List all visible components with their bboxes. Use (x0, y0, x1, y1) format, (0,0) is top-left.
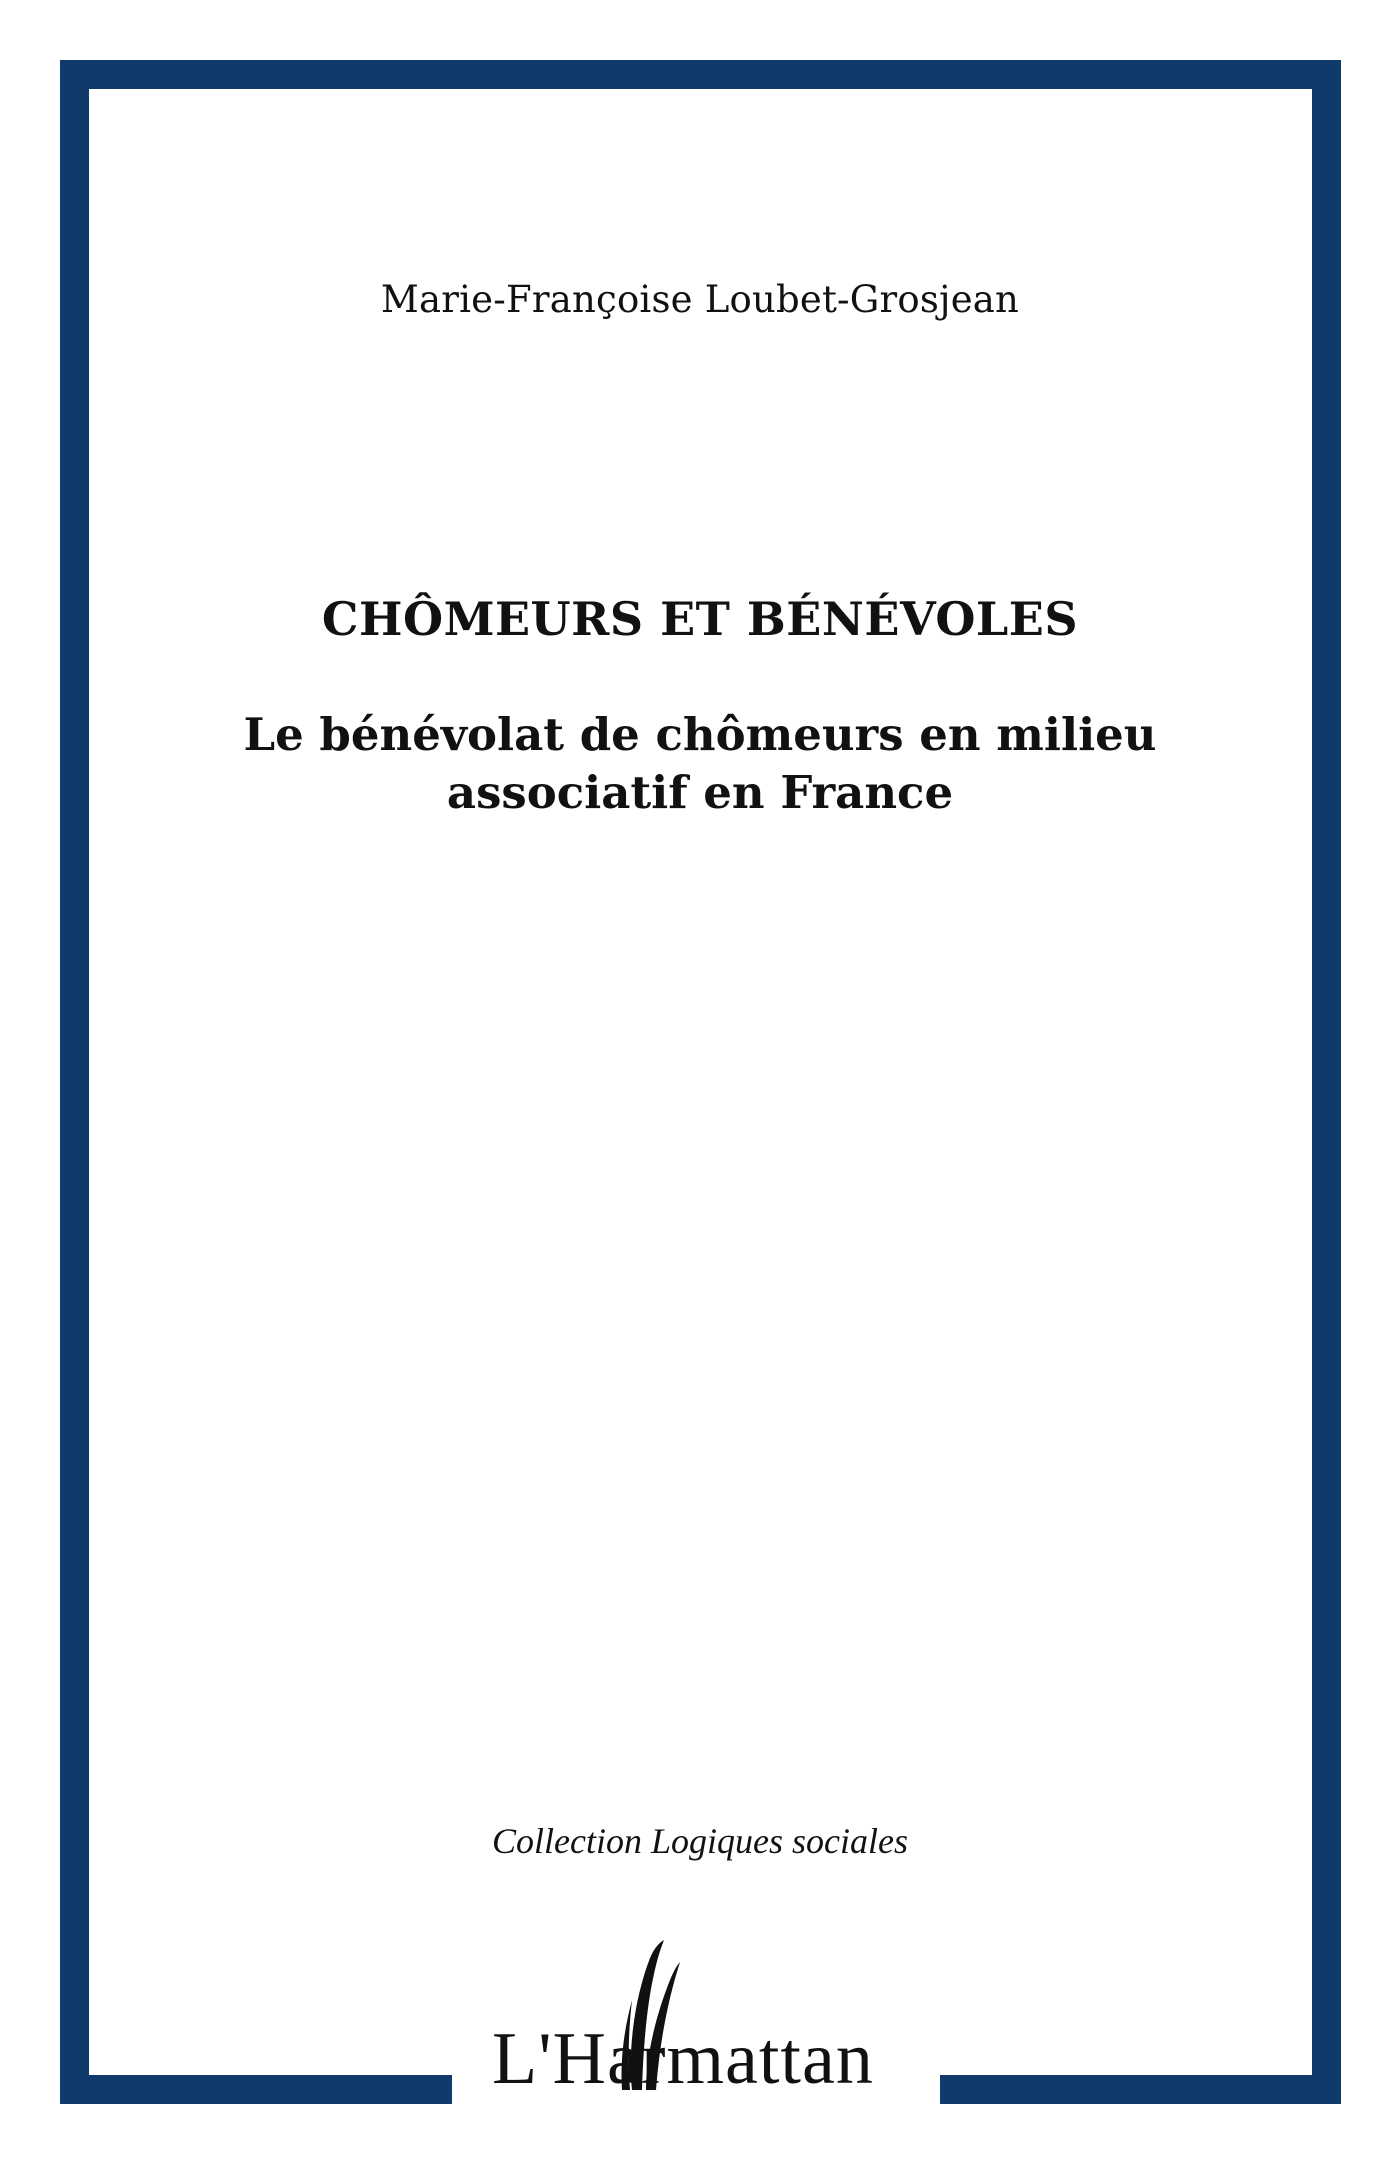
author-name: Marie-Françoise Loubet-Grosjean (380, 278, 1020, 321)
publisher-logo (452, 1940, 940, 2130)
collection-name: Collection Logiques sociales (492, 1821, 908, 1861)
cover-frame-right (1312, 60, 1341, 2104)
cover-frame-top (60, 60, 1341, 89)
publisher-name: L'Harmattan (492, 2018, 874, 2100)
cover-frame-left (60, 60, 89, 2104)
cover-frame-bottom-left (60, 2075, 452, 2104)
cover-frame-bottom-right (940, 2075, 1341, 2104)
book-subtitle: Le bénévolat de chômeurs en milieu associatif en France (243, 708, 1157, 819)
book-title: CHÔMEURS ET BÉNÉVOLES (321, 592, 1079, 646)
